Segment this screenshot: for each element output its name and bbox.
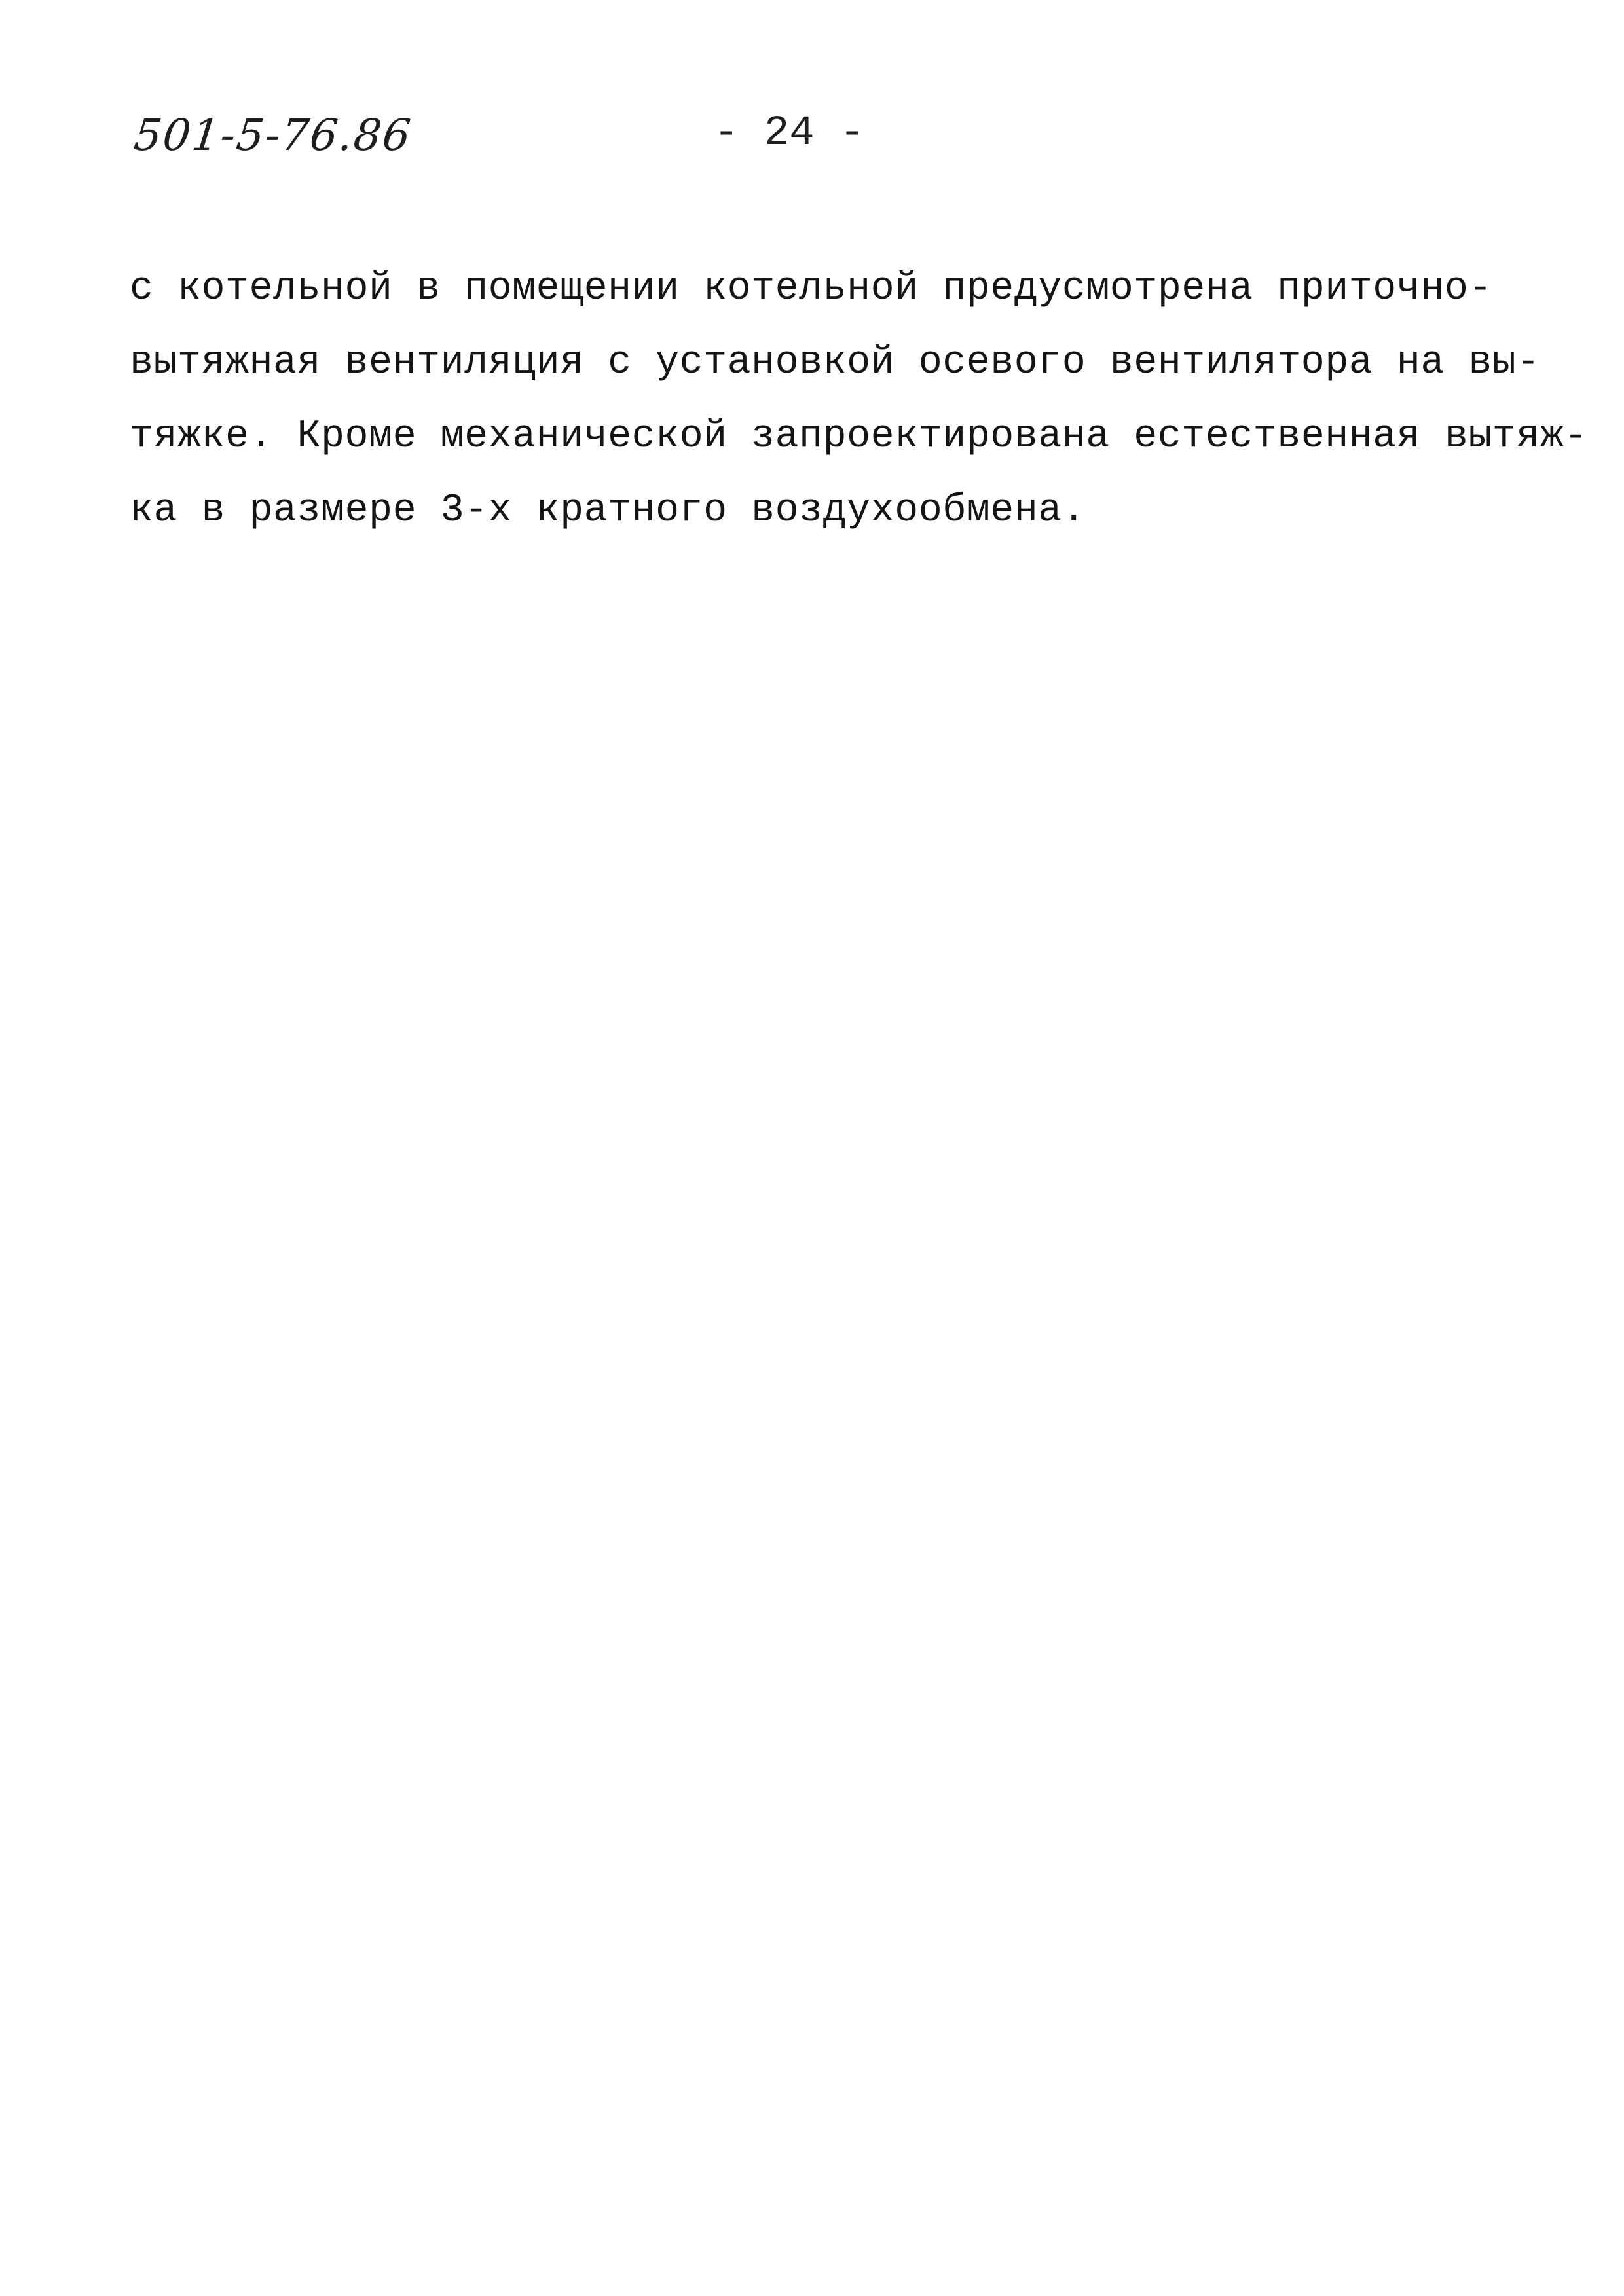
text-line: ка в размере 3-х кратного воздухообмена.: [130, 488, 1086, 533]
text-line: с котельной в помещении котельной предусмотрена приточно-: [130, 266, 1492, 311]
body-paragraph: [130, 252, 1588, 548]
page-number: - 24 -: [714, 110, 865, 157]
text-line: тяжке. Кроме механической запроектирована естественная вытяж-: [130, 414, 1588, 459]
document-code: 501-5-76.86: [131, 110, 415, 160]
text-line: вытяжная вентиляция с установкой осевого вентилятора на вы-: [130, 340, 1540, 385]
